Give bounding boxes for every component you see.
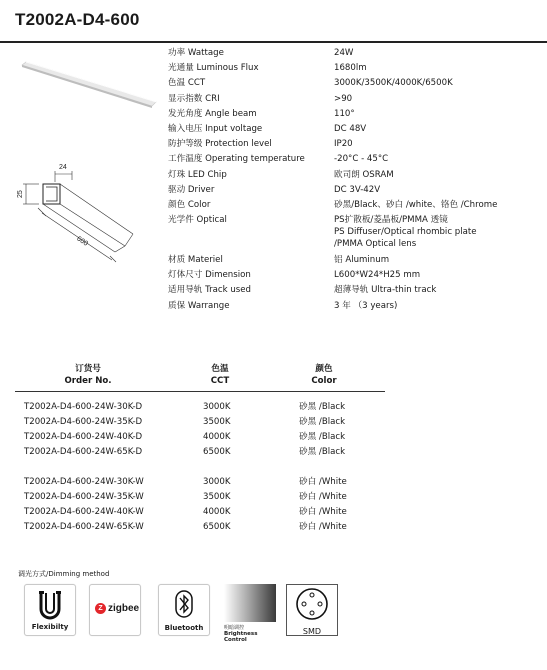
color-cell: 砂白 /White xyxy=(299,477,347,487)
brightness-label-cn: 明暗调控 xyxy=(224,625,245,631)
header-cn: 色温 xyxy=(211,364,229,374)
order-no-cell: T2002A-D4-600-24W-35K-W xyxy=(24,492,144,502)
spec-value: DC 48V xyxy=(334,123,367,134)
spec-value-multiline xyxy=(334,214,477,251)
bluetooth-label: Bluetooth xyxy=(164,624,204,632)
spec-label: 色温 CCT xyxy=(168,78,206,89)
order-no-cell: T2002A-D4-600-24W-40K-D xyxy=(24,432,143,442)
spec-label: 功率 Wattage xyxy=(168,48,224,58)
cct-cell: 3000K xyxy=(203,477,231,487)
spec-value: 1680lm xyxy=(334,63,367,74)
spec-label: 发光角度 Angle beam xyxy=(168,108,257,119)
order-no-cell: T2002A-D4-600-24W-40K-W xyxy=(24,507,144,517)
dimming-method-title: 调光方式/Dimming method xyxy=(18,570,110,578)
spec-label: 灯体尺寸 Dimension xyxy=(168,270,251,281)
spec-label: 驱动 Driver xyxy=(168,184,215,195)
spec-value: 铝 Aluminum xyxy=(334,255,390,266)
spec-value: 24W xyxy=(334,48,354,58)
spec-label: 适用导轨 Track used xyxy=(168,285,251,296)
cct-cell: 4000K xyxy=(203,507,231,517)
spec-value: -20°C - 45°C xyxy=(334,154,389,165)
smd-label: SMD xyxy=(302,627,322,636)
spec-value-line: PS Diffuser/Optical rhombic plate xyxy=(334,227,477,238)
order-no-cell: T2002A-D4-600-24W-35K-D xyxy=(24,417,143,427)
cct-cell: 6500K xyxy=(203,447,231,457)
spec-label: 质保 Warrange xyxy=(168,300,230,311)
color-cell: 砂黑 /Black xyxy=(299,417,346,427)
header-cn: 订货号 xyxy=(75,364,101,374)
cct-cell: 4000K xyxy=(203,432,231,442)
header-en: CCT xyxy=(210,375,230,386)
brightness-control-option xyxy=(224,584,276,643)
spec-value: 超薄导轨 Ultra-thin track xyxy=(334,285,437,296)
zigbee-icon: Z xyxy=(95,603,106,614)
drawing-length-label: 600 xyxy=(75,235,89,248)
zigbee-label: zigbee xyxy=(108,603,140,614)
bluetooth-option xyxy=(158,584,210,636)
table-header-divider xyxy=(15,391,385,392)
product-title: T2002A-D4-600 xyxy=(15,10,140,29)
spec-label: 显示指数 CRI xyxy=(168,93,220,104)
spec-label: 光通量 Luminous Flux xyxy=(168,63,259,74)
dimension-drawing xyxy=(15,158,155,268)
spec-value: L600*W24*H25 mm xyxy=(334,270,421,281)
order-no-cell: T2002A-D4-600-24W-65K-D xyxy=(24,447,143,457)
spec-value: 110° xyxy=(334,108,355,119)
order-no-header xyxy=(60,364,116,387)
spec-value: 3 年 （3 years) xyxy=(334,300,398,311)
color-cell: 砂白 /White xyxy=(299,522,347,532)
zigbee-option xyxy=(89,584,141,636)
spec-value: 3000K/3500K/4000K/6500K xyxy=(334,78,453,89)
color-cell: 砂黑 /Black xyxy=(299,432,346,442)
spec-value-line: PS扩散板/菱晶板/PMMA 透镜 xyxy=(334,215,448,226)
spec-label: 输入电压 Input voltage xyxy=(168,123,263,134)
spec-value: 欧司朗 OSRAM xyxy=(334,169,394,180)
spec-label: 光学件 Optical xyxy=(168,215,227,226)
flexibility-label: Flexibilty xyxy=(31,623,69,631)
drawing-width-label: 24 xyxy=(59,164,67,171)
color-header xyxy=(302,364,346,387)
spec-label: 防护等级 Protection level xyxy=(168,139,272,150)
header-en: Order No. xyxy=(64,375,112,386)
header-en: Color xyxy=(311,375,337,386)
color-cell: 砂黑 /Black xyxy=(299,402,346,412)
smd-icon xyxy=(287,585,337,627)
color-cell: 砂白 /White xyxy=(299,507,347,517)
spec-label: 灯珠 LED Chip xyxy=(168,169,227,180)
header-cn: 颜色 xyxy=(315,364,333,374)
spec-label: 颜色 Color xyxy=(168,199,211,210)
spec-value: >90 xyxy=(334,93,353,104)
order-no-cell: T2002A-D4-600-24W-65K-W xyxy=(24,522,144,532)
flexibility-icon xyxy=(25,587,75,625)
spec-value: 砂黑/Black、砂白 /white、铬色 /Chrome xyxy=(334,199,498,210)
spec-value: IP20 xyxy=(334,139,353,150)
product-image xyxy=(18,50,158,115)
cct-header xyxy=(198,364,242,387)
bluetooth-icon xyxy=(159,587,209,623)
spec-label: 工作温度 Operating temperature xyxy=(168,154,305,165)
color-cell: 砂黑 /Black xyxy=(299,447,346,457)
order-no-cell: T2002A-D4-600-24W-30K-W xyxy=(24,477,144,487)
brightness-gradient xyxy=(224,584,276,622)
drawing-height-label: 25 xyxy=(17,190,24,198)
cct-cell: 3500K xyxy=(203,492,231,502)
cct-cell: 6500K xyxy=(203,522,231,532)
title-divider xyxy=(0,41,547,43)
spec-value-line: /PMMA Optical lens xyxy=(334,239,417,250)
flexibility-option xyxy=(24,584,76,636)
spec-value: DC 3V-42V xyxy=(334,184,381,195)
cct-cell: 3000K xyxy=(203,402,231,412)
order-no-cell: T2002A-D4-600-24W-30K-D xyxy=(24,402,143,412)
color-cell: 砂白 /White xyxy=(299,492,347,502)
spec-label: 材质 Materiel xyxy=(168,255,223,266)
cct-cell: 3500K xyxy=(203,417,231,427)
brightness-label: Brightness Control xyxy=(224,631,258,643)
